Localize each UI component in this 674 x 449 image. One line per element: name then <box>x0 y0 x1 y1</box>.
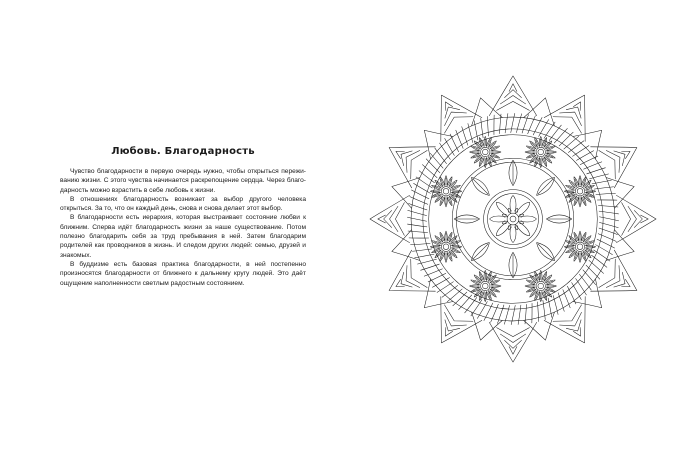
paragraph-2: В отношениях благодарность возникает за выбор другого человека открыться. За то, что он каждый день, снова и снова делает этот выбор. <box>60 195 306 213</box>
paragraph-3: В благодарности есть иерархия, которая выстраивает состояние любви к ближним. Сперва идёт благодарность жизни за наше существование. Потом полезно благодарить себя за труд пребывания в ней. Затем благодарим родителей как проводников в жизнь. И следом других людей: семью, друзей и знакомых. <box>60 214 306 259</box>
mandala-illustration <box>366 72 660 366</box>
page-title: Любовь. Благодарность <box>111 146 255 157</box>
body-text <box>60 167 306 288</box>
mandala-icon <box>366 72 660 366</box>
paragraph-4: В буддизме есть базовая практика благодарности, в ней постепенно произносятся благодарности от ближнего к дальнему кругу людей. Это даёт ощущение наполненности светлым радостным состоянием. <box>60 260 306 287</box>
paragraph-1: Чувство благодарности в первую очередь нужно, чтобы открыться переживанию жизни. С этого чувства начинается раскрепощение сердца. Через благодарность можно взрастить в себе любовь к жизни. <box>60 168 306 194</box>
right-page <box>337 0 674 449</box>
